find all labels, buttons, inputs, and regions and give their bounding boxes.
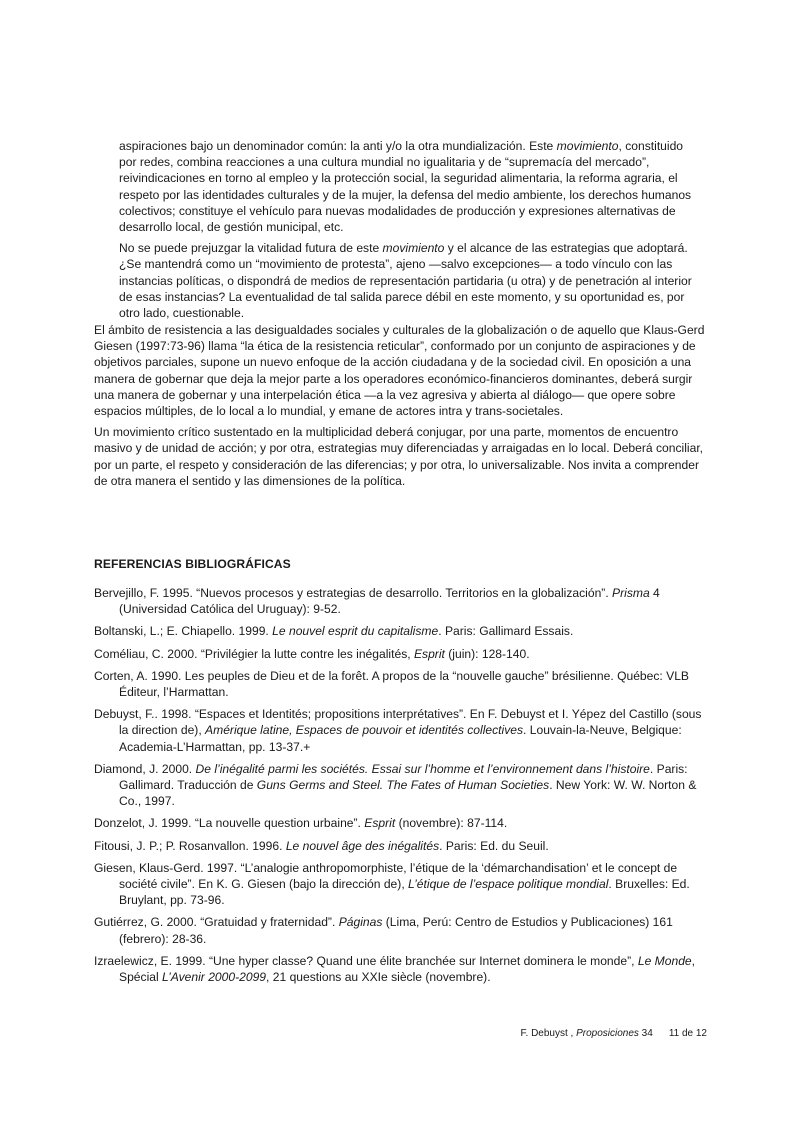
footer-journal: Proposiciones — [576, 1028, 639, 1039]
footer-author: F. Debuyst , — [520, 1028, 577, 1039]
reference-item: Gutiérrez, G. 2000. “Gratuidad y fraternidad”. Páginas (Lima, Perú: Centro de Estudios y Publicaciones) 161 (febrero): 28-36. — [94, 915, 673, 946]
body-paragraph: Un movimiento crítico sustentado en la multiplicidad deberá conjugar, por una parte, momentos de encuentro masivo y de unidad de acción; y por otra, estrategias muy diferenciadas y arraigadas en lo local. Deberá conciliar, por un parte, el respeto y consideración de las diferencias; y por otra, lo universalizable. Nos invita a comprender de otra manera el sentido y las dimensiones de la política. — [94, 425, 704, 488]
page-footer — [521, 1026, 707, 1042]
reference-item: Izraelewicz, E. 1999. “Une hyper classe? Quand une élite branchée sur Internet dominera le monde”, Le Monde, Spécial L’Avenir 2000-2099, 21 questions au XXIe siècle (novembre). — [94, 953, 696, 985]
body-paragraph: No se puede prejuzgar la vitalidad futura de este movimiento y el alcance de las estrategias que adoptará. ¿Se mantendrá como un “movimiento de protesta”, ajeno —salvo excepciones— a todo vínculo con las instancias políticas, o dispondrá de medios de representación partidaria (u otra) y de penetración al interior de esas instancias? La eventualidad de tal salida parece débil en este momento, y su oportunidad es, por otro lado, cuestionable. — [119, 241, 692, 321]
reference-item: Donzelot, J. 1999. “La nouvelle question urbaine”. Esprit (novembre): 87-114. — [94, 816, 508, 831]
body-paragraph: El ámbito de resistencia a las desigualdades sociales y culturales de la globalización o de aquello que Klaus-Gerd Giesen (1997:73-96) llama “la ética de la resistencia reticular”, conformado por un conjunto de aspiraciones y de objetivos parciales, supone un nuevo enfoque de la acción ciudadana y de la sociedad civil. En oposición a una manera de gobernar que deja la mejor parte a los operadores económico-financieros dominantes, deberá surgir una manera de gobernar y una interpelación ética —a la vez agresiva y abierta al diálogo— que opere sobre espacios múltiples, de lo local a lo mundial, y emane de actores intra y trans-societales. — [94, 323, 705, 419]
reference-item: Fitousi, J. P.; P. Rosanvallon. 1996. Le nouvel âge des inégalités. Paris: Ed. du Seuil. — [94, 838, 549, 853]
main-text-block — [94, 322, 706, 494]
body-paragraph: aspiraciones bajo un denominador común: la anti y/o la otra mundialización. Este movimiento, constituido por redes, combina reacciones a una cultura mundial no igualitaria y de “supremacía del mercado”, reivindicaciones en torno al empleo y la protección social, la seguridad alimentaria, la reforma agraria, el respeto por las identidades culturales y de la mujer, la defensa del medio ambiente, los derechos humanos colectivos; constituye el vehículo para nuevas modalidades de producción y expresiones alternativas de desarrollo local, de gestión municipal, etc. — [119, 139, 692, 235]
references-list — [94, 585, 704, 991]
footer-issue: 34 — [638, 1028, 653, 1039]
reference-item: Corten, A. 1990. Les peuples de Dieu et de la forêt. A propos de la “nouvelle gauche” brésilienne. Québec: VLB Éditeur, l’Harmattan. — [94, 668, 690, 700]
reference-item: Debuyst, F.. 1998. “Espaces et Identités; propositions interprétatives”. En F. Debuyst et I. Yépez del Castillo (sous la direction de), Amérique latine, Espaces de pouvoir et identités collectives. Louvain-la-Neuve, Belgique: Academia-L’Harmattan, pp. 13-37.+ — [94, 707, 702, 754]
reference-item: Boltanski, L.; E. Chiapello. 1999. Le nouvel esprit du capitalisme. Paris: Gallimard Essais. — [94, 624, 574, 639]
reference-item: Bervejillo, F. 1995. “Nuevos procesos y estrategias de desarrollo. Territorios en la globalización”. Prisma 4 (Universidad Católica del Uruguay): 9-52. — [94, 586, 660, 617]
footer-page-number: 11 de 12 — [668, 1028, 707, 1039]
reference-item: Coméliau, C. 2000. “Privilégier la lutte contre les inégalités, Esprit (juin): 128-140. — [94, 646, 530, 661]
reference-item: Giesen, Klaus-Gerd. 1997. “L’analogie anthropomorphiste, l’étique de la ‘démarchandisation’ et le concept de société civile”. En K. G. Giesen (bajo la dirección de), L’étique de l’espace politique mondial. Bruxelles: Ed. Bruylant, pp. 73-96. — [94, 860, 690, 908]
indented-quote-block — [119, 138, 702, 326]
reference-item: Diamond, J. 2000. De l’inégalité parmi les sociétés. Essai sur l’homme et l’environnement dans l’histoire. Paris: Gallimard. Traducción de Guns Germs and Steel. The Fates of Human Societies. New York: W. W. Norton & Co., 1997. — [94, 761, 697, 809]
references-heading: REFERENCIAS BIBLIOGRÁFICAS — [94, 557, 291, 571]
